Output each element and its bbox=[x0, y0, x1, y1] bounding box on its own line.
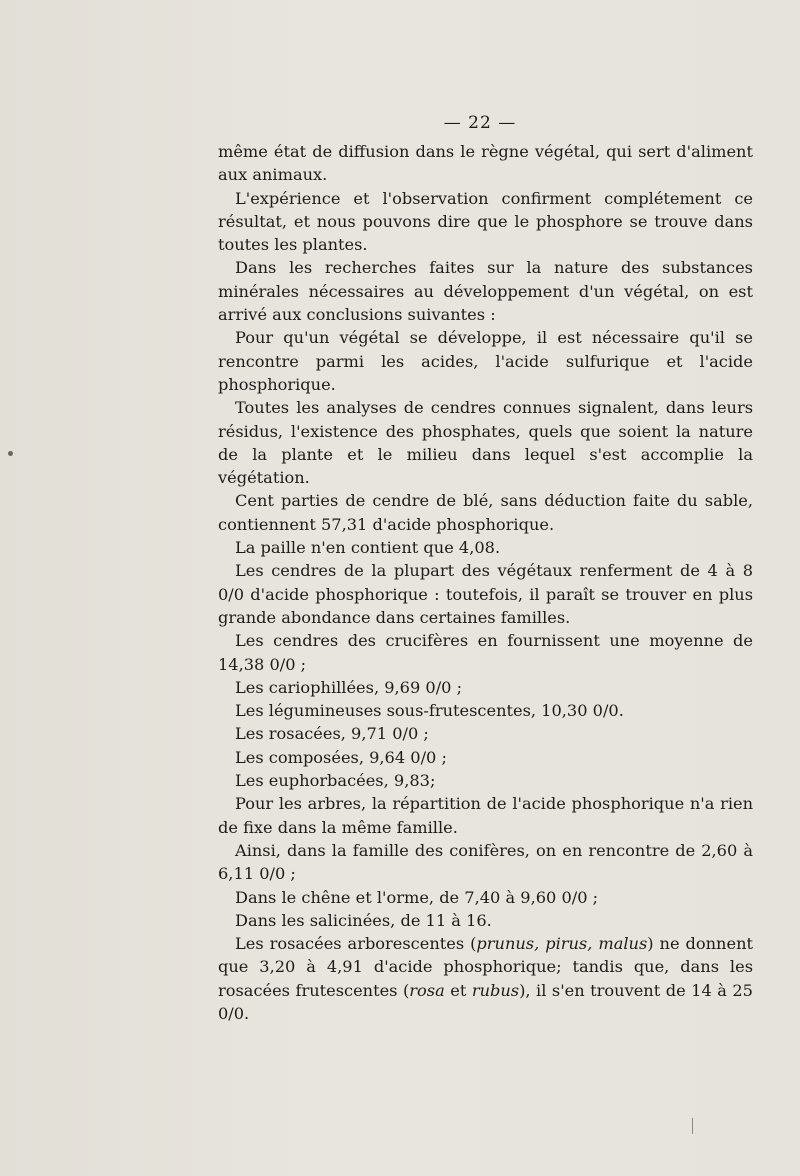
paragraph: L'expérience et l'observation confirment complétement ce résultat, et nous pouvons dire que le phosphore se trouve dans toutes les plantes. bbox=[218, 188, 753, 255]
text-run: ), il s'en trouvent de 14 à 25 0/0. bbox=[218, 980, 753, 1023]
scan-edge-mark bbox=[692, 1118, 693, 1134]
paragraph: même état de diffusion dans le règne végétal, qui sert d'aliment aux animaux. bbox=[218, 142, 753, 185]
italic-run: prunus, pirus, malus bbox=[476, 934, 648, 954]
paragraph: Les composées, 9,64 0/0 ; bbox=[235, 747, 447, 767]
paragraph: Pour qu'un végétal se développe, il est nécessaire qu'il se rencontre parmi les acides, l'acide sulfurique et l'acide phosphorique. bbox=[218, 328, 753, 394]
paragraph: Dans les recherches faites sur la nature des substances minérales nécessaires au développement d'un végétal, on est arrivé aux conclusions suivantes : bbox=[218, 258, 753, 325]
paragraph: Toutes les analyses de cendres connues signalent, dans leurs résidus, l'existence des phosphates, quels que soient la nature de la plante et le milieu dans lequel s'est accomplie la végétation. bbox=[218, 398, 753, 488]
paragraph: Ainsi, dans la famille des conifères, on en rencontre de 2,60 à 6,11 0/0 ; bbox=[218, 840, 753, 884]
paragraph: La paille n'en contient que 4,08. bbox=[235, 538, 501, 558]
italic-run: rubus bbox=[471, 980, 520, 1000]
italic-run: rosa bbox=[409, 980, 445, 1000]
paragraph: Pour les arbres, la répartition de l'acide phosphorique n'a rien de fixe dans la même famille. bbox=[218, 794, 753, 837]
paragraph: Les légumineuses sous-frutescentes, 10,30 0/0. bbox=[235, 701, 624, 721]
text-run: ) ne donnent que 3,20 à 4,91 d'acide phosphorique; tandis que, dans les rosacées frutescentes ( bbox=[218, 934, 753, 1000]
text-run: Les rosacées arborescentes ( bbox=[235, 934, 477, 954]
paragraph: Dans le chêne et l'orme, de 7,40 à 9,60 0/0 ; bbox=[235, 887, 599, 907]
paragraph: Les cendres des crucifères en fournissent une moyenne de 14,38 0/0 ; bbox=[218, 631, 753, 674]
body-text bbox=[218, 140, 753, 1025]
scan-speck bbox=[8, 451, 13, 456]
page-number: — 22 — bbox=[443, 113, 517, 133]
text-run: et bbox=[444, 980, 472, 1000]
paragraph: Les cariophillées, 9,69 0/0 ; bbox=[235, 677, 463, 697]
paragraph: Cent parties de cendre de blé, sans déduction faite du sable, contiennent 57,31 d'acide phosphorique. bbox=[218, 491, 753, 534]
paragraph: Dans les salicinées, de 11 à 16. bbox=[235, 910, 492, 930]
paragraph-last bbox=[218, 932, 753, 1025]
paragraph: Les cendres de la plupart des végétaux renferment de 4 à 8 0/0 d'acide phosphorique : toutefois, il paraît se trouver en plus grande abondance dans certaines familles. bbox=[218, 561, 753, 627]
paragraph: Les rosacées, 9,71 0/0 ; bbox=[235, 724, 429, 744]
paragraph: Les euphorbacées, 9,83; bbox=[235, 771, 436, 791]
